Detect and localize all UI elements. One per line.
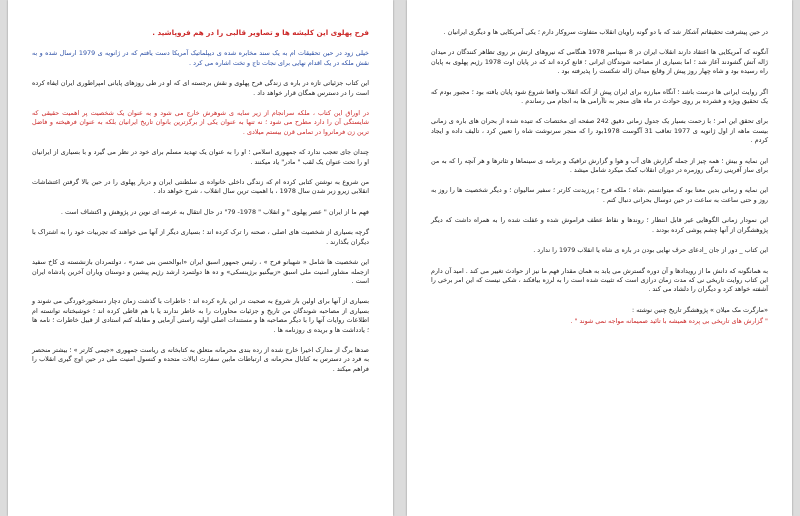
paragraph: به همانگونه که دانش ما از رویدادها و آن دوره گسترش می یابد به همان مقدار فهم ما نیز از حوادث تغییر می کند . امید آن دارم این کتاب روایت تاریخی نی که مدت زمان درازی است که تثبیت شده است را به لرزه بیافکند ، شکی نیست که این امر برخی را آشفته خواهد کرد و دیگران را دلشاد می کند . bbox=[431, 266, 768, 294]
paragraph: گرچه بسیاری از شخصیت های اصلی ، صحنه را ترک کرده اند ؛ بسیاری دیگر از آنها می خواهند که تجربیات خود را به اشتراک با دیگران بگذارند . bbox=[32, 228, 369, 246]
left-page bbox=[8, 0, 393, 516]
paragraph: چندان جای تعجب ندارد که جمهوری اسلامی ؛ او را به عنوان یک تهدید مسلم برای خود در نظر می گیرد و با بسیاری از ایرانیان او را تحت عنوان یک لقب " مادر" یاد میکنند . bbox=[32, 148, 369, 166]
paragraph: آنگونه که آمریکایی ها اعتقاد دارند انقلاب ایران در 8 سپتامبر 1978 هنگامی که نیروهای ارتش بر روی تظاهر کنندگان در میدان ژاله آتش گشودند آغاز شد ؛ اما بسیاری از مصاحبه شوندگان ایرانی ؛ قانع کرده اند که در پایان اوت 1978 رژیم پهلوی به پایان راه رسیده بود و شاه چهار روز پیش از وقایع میدان ژاله شکست را پذیرفته بود . bbox=[431, 48, 768, 76]
paragraph: این شخصیت ها شامل « شهبانو فرح » ، رئیس جمهور اسبق ایران «ابوالحسن بنی صدر» ، دولتمردان بازنشسته ی کاخ سفید ازجمله مشاور امنیت ملی اسبق «زبیگنیو برژینسکی» و ده ها دولتمرد ارشد رژیم پیشین و دوستان ویاران آخرین پادشاه ایران است . bbox=[32, 258, 369, 285]
paragraph: من شروع به نوشتن کتابی کرده ام که زندگی داخلی خانواده ی سلطنتی ایران و دربار پهلوی را در حین بالا گرفتن اغتشاشات انقلابی زیرو زبر شدن سال 1978 ، با اهمیت ترین سال انقلاب ، شرح خواهد داد . bbox=[32, 178, 369, 196]
paragraph: صدها برگ از مدارک اخیرا خارج شده از رده بندی محرمانه متعلق به کتابخانه ی ریاست جمهوری «جیمی کارتر » ؛ بیشتر منحصر به فرد در دسترس به کتابال محرمانه ی ارتباطات مابین سفارت ایالات متحده و کنسول امنیت ملی در حین اوج گیری انقلاب را فراهم میکند . bbox=[32, 345, 369, 373]
paragraph: این نمایه و زمانی بدین معنا بود که میتوانستم ،شاه ؛ ملکه فرح ؛ پرزیدنت کارتر ؛ سفیر سالیوان ؛ و دیگر شخصیت ها را روز به روز و حتی ساعت به ساعت در حین دوسال بحرانی دنبال کنم . bbox=[431, 186, 768, 204]
paragraph: در اوراق این کتاب ، ملکه سرانجام از زیر سایه ی شوهرش خارج می شود و به عنوان یک شخصیت پر اهمیت حقیقی که شایستگی آن را دارد مطرح می شود ؛ نه تنها به عنوان یکی از برگزترین بانوان تاریخ ایرانیان بلکه به عنوان فرهیخته و فاضل ترین زن فرمانروا در تمامی قرن بیستم میلادی . bbox=[32, 109, 369, 136]
paragraph: اگر روایت ایرانی ها درست باشد ؛ آنگاه مبارزه برای ایران پیش از آنکه انقلاب واقعا شروع شود پایان یافته بود ؛ مجبور بودم که یک تحقیق ویژه و فشرده بر روی حوادث در ماه های منجر به ناآرامی ها به انجام می رساندم . bbox=[431, 87, 768, 106]
quote-text: " گزارش های تاریخی بی پرده همیشه با تائید صمیمانه مواجه نمی شوند " . bbox=[570, 317, 768, 326]
right-page bbox=[407, 0, 792, 516]
paragraph: بسیاری از آنها برای اولین بار شروع به صحبت در این باره کرده اند ؛ خاطرات با گذشت زمان دچار دستخورخوردگی می شوند و بسیاری از مصاحبه شوندگان من تاریخ و جزئیات محاورات را به خاطر ندارند یا با هم قاطی کرده اند ؛ خوشبختانه توانسته ام اطلاعات روایات آنها را با دیگر مصاحبه ها و مستندات اصلی اولیه راستی آزمایی و مقابله کنم استادی از قبیل خاطرات ؛ نامه ها ؛ یادداشت ها و بریده ی روزنامه ها . bbox=[32, 297, 369, 334]
paragraph: این نمایه و بیش ؛ همه چیز از جمله گزارش های آب و هوا و گزارش ترافیک و برنامه ی سینماها و تئاترها و هر آنچه را که به من برای ساز آفرینی زندگی روزمره در دوران انقلاب کمک میکرد شامل میشد . bbox=[431, 156, 768, 175]
left-heading: فرح پهلوی این کلیشه ها و تصاویر قالبی را در هم فروپاشید . bbox=[152, 28, 369, 37]
paragraph: این نمودار زمانی الگوهایی غیر قابل انتظار ؛ روندها و نقاط عطف فراموش شده و غفلت شده را به همراه داشت که دیگر پژوهشگران از آنها چشم پوشی کرده بودند . bbox=[431, 216, 768, 234]
paragraph: در حین پیشرفت تحقیقاتم آشکار شد که با دو گونه راویان انقلاب متفاوت سروکار دارم ؛ یکی آمریکایی ها و دیگری ایرانیان . bbox=[443, 28, 768, 36]
paragraph: فهم ما از ایران " عصر پهلوی " و انقلاب " 1978- 79" در حال انتقال به عرصه ای نوین در پژوهش و اکتشاف است . bbox=[60, 207, 369, 216]
quote-attribution: «مارگرت مک میلان » پژوهشگر تاریخ چنین نوشته : bbox=[632, 305, 768, 314]
paragraph: این کتاب جزئیاتی تازه در باره ی زندگی فرح پهلوی و نقش برجسته ای که او در طی روزهای پایانی امپراطوری ایران ایفاء کرده است را در دسترس همگان قرار خواهد داد . bbox=[32, 79, 369, 97]
paragraph: این کتاب _ دور از جان _ادعای حرف نهایی بودن در باره ی شاه یا انقلاب 1979 را ندارد . bbox=[533, 246, 768, 255]
paragraph: خیلی زود در حین تحقیقات ام به یک سند مخابره شده ی دیپلماتیک آمریکا دست یافتم که در ژانویه ی 1979 ارسال شده و به نقش ملکه در یک اقدام نهایی برای نجات تاج و تخت اشاره می کرد . bbox=[32, 49, 369, 67]
paragraph: برای تحقق این امر ؛ با زحمت بسیار یک جدول زمانی دقیق 242 صفحه ای مختصات که تنیده شده از بحران های باره ی زمانی بیست ماهه از اول ژانویه ی 1977 تعاقب 31 آگوست 1978بود را که منجر سرنوشت شاه را تعیین کرد ، تالیف داده و ایجاد کردم . bbox=[431, 117, 769, 145]
